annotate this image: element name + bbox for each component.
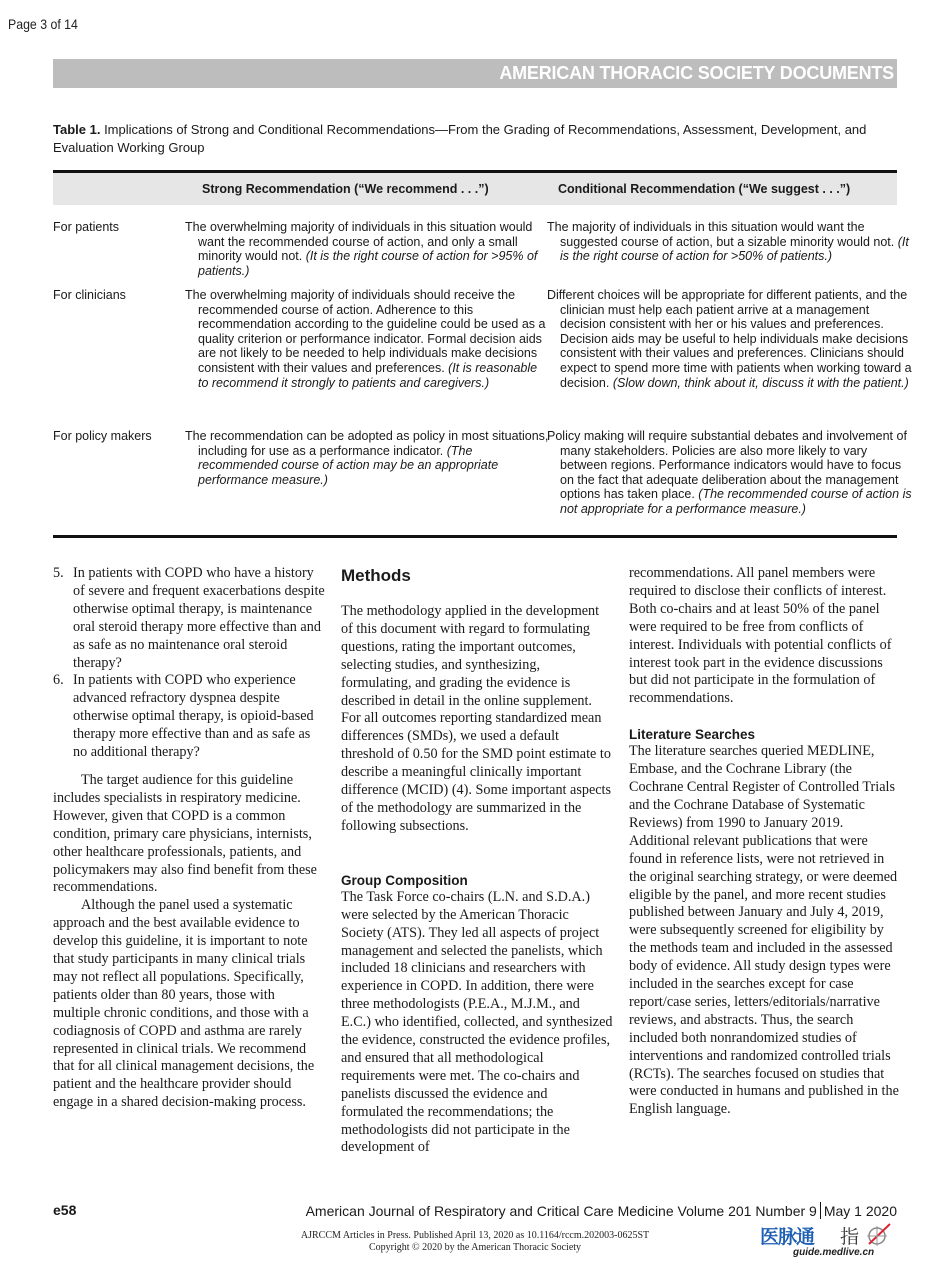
spacer (629, 708, 901, 726)
cell-italic-note: (The recommended course of action is not appropriate for a performance measure.) (560, 487, 912, 516)
table-caption (53, 121, 903, 157)
row-label-clinicians: For clinicians (53, 288, 126, 302)
table-header-conditional: Conditional Recommendation (“We suggest . . .”) (558, 182, 851, 196)
subheading-literature-searches: Literature Searches (629, 727, 756, 743)
compass-icon (863, 1222, 893, 1248)
footer-divider (820, 1202, 821, 1219)
paragraph-limitations: Although the panel used a systematic approach and the best available evidence to develop this guideline, it is important to note that study participants in many clinical trials may not reflect all populations. Specifically, patients older than 80 years, those with multiple chronic conditions, and those with a codiagnosis of COPD and asthma are rarely represented in clinical trials. We recommend that for all clinical management decisions, the patient and the healthcare provider should engage in a shared decision-making process. (53, 897, 315, 1111)
text-column-1 (53, 565, 325, 1112)
cell-italic-note: (It is reasonable to recommend it strongly to patients and caregivers.) (198, 360, 538, 390)
cell-text: Different choices will be appropriate for different patients, and the clinician must help each patient arrive at a management decision consistent with her or his values and preferences. Decision aids may be useful to help individuals make decisions consistent with their values and preferences. Clinicians should expect to spend more time with patients when working toward a decision. (547, 288, 912, 390)
cell-text: The majority of individuals in this situation would want the suggested course of action, but a sizable minority would not. (547, 220, 898, 249)
footer-journal-name: American Journal of Respiratory and Critical Care Medicine Volume 201 Number 9 (305, 1203, 817, 1219)
paragraph-methods: The methodology applied in the development of this document with regard to formulating questions, rating the important outcomes, selecting studies, and synthesizing, formulating, and grading the evidence is described in detail in the online supplement. For all outcomes reporting standardized mean differences (SMDs), we used a default threshold of 0.50 for the SMD point estimate to describe a meaningful clinically important difference (MCID) (4). Some important aspects of the methodology are summarized in the following subsections. (341, 603, 612, 834)
question-number: 6. (53, 672, 64, 689)
table-bottom-rule (53, 535, 897, 538)
footer-page-number: e58 (53, 1202, 77, 1218)
footer-press-line: AJRCCM Articles in Press. Published April 13, 2020 as 10.1164/rccm.202003-0625ST (300, 1230, 650, 1241)
logo-guide-char: 指 (840, 1226, 860, 1248)
cell-text: The overwhelming majority of individuals should receive the recommended course of action. Adherence to this recommendation according to the guideline could be used as a quality criterion or performance indicator. Formal decision aids are not likely to be needed to help individuals make decisions consistent with their values and preferences. (185, 288, 546, 375)
page-indicator: Page 3 of 14 (8, 16, 78, 32)
row-label-policy-makers: For policy makers (53, 429, 152, 443)
cell-italic-note: (The recommended course of action may be an appropriate performance measure.) (198, 443, 499, 487)
medlive-logo[interactable] (760, 1222, 900, 1262)
footer-press-note (260, 1230, 690, 1254)
question-text: In patients with COPD who have a history of severe and frequent exacerbations despite otherwise optimal therapy, is maintenance oral steroid therapy more effective than and as safe as no maintenance oral steroid therapy? (73, 565, 325, 671)
table-caption-text: Implications of Strong and Conditional Recommendations—From the Grading of Recommendations, Assessment, Development, and Evaluation Working Group (53, 122, 867, 155)
paragraph-literature-searches: The literature searches queried MEDLINE, Embase, and the Cochrane Library (the Cochrane Central Register of Controlled Trials and the Cochrane Database of Systematic Reviews) from 1990 to January 2019. Additional relevant publications that were found in reference lists, were not retrieved in the original searching strategy, or were deemed eligible by the panel, and more recent studies published between January and July 4, 2019, were subsequently screened for eligibility by the methods team and included in the assessed body of evidence. All study design types were included in the searches except for case report/case series, letters/editorials/narrative reviews, and abstracts. Thus, the search included both nonrandomized studies of interventions and randomized controlled trials (RCTs). The searches focused on studies that were conducted in humans and published in the English language. (629, 743, 899, 1118)
question-item (53, 565, 325, 672)
cell-conditional-patients (547, 220, 912, 264)
cell-conditional-clinicians (547, 288, 912, 390)
cell-strong-clinicians (185, 288, 550, 390)
table-header-strong: Strong Recommendation (“We recommend . . .”) (202, 182, 489, 196)
spacer (341, 836, 613, 872)
cell-conditional-policy (547, 429, 912, 517)
text-column-2 (341, 565, 613, 1157)
question-item (53, 672, 325, 762)
footer-copyright: Copyright © 2020 by the American Thoracic Society (368, 1242, 582, 1253)
logo-url: guide.medlive.cn (793, 1247, 875, 1258)
footer-journal-line (306, 1202, 897, 1219)
row-label-patients: For patients (53, 220, 120, 234)
table-caption-label: Table 1. (53, 122, 101, 137)
cell-text: The overwhelming majority of individuals in this situation would want the recommended course of action, and only a small minority would not. (185, 220, 533, 264)
paragraph-conflicts: recommendations. All panel members were required to disclose their conflicts of interest. Both co-chairs and at least 50% of the panel were required to be free from conflicts of interest. Individuals with potential conflicts of interest took part in the evidence discussions but did not participate in the formulation of recommendations. (629, 565, 892, 707)
logo-wordmark: 医脉通 (760, 1226, 815, 1248)
paragraph-group-composition: The Task Force co-chairs (L.N. and S.D.A.) were selected by the American Thoracic Society (ATS). They led all aspects of project management and selected the panelists, which included 18 clinicians and researchers with experience in COPD. In addition, there were three methodologists (P.E.A., M.J.M., and E.C.) who identified, collected, and synthesized the evidence, constructed the evidence profiles, and ensured that all methodological requirements were met. The co-chairs and panelists discussed the evidence and formulated the recommendations; the methodologists did not participate in the development of (341, 888, 613, 1156)
cell-strong-patients (185, 220, 550, 278)
question-text: In patients with COPD who experience advanced refractory dyspnea despite otherwise optimal therapy, is opioid-based therapy more effective than and as safe as no additional therapy? (73, 672, 314, 761)
cell-italic-note: (It is the right course of action for >50% of patients.) (560, 234, 909, 264)
question-list (53, 565, 325, 762)
cell-text: Policy making will require substantial debates and involvement of many stakeholders. Policies are also more likely to vary between regions. Performance indicators would have to focus on the fact that adequate deliberation about the management options has taken place. (547, 429, 907, 502)
table-header-row (53, 173, 897, 205)
cell-italic-note: (It is the right course of action for >95% of patients.) (198, 249, 538, 278)
section-heading-methods: Methods (341, 566, 411, 585)
cell-italic-note: (Slow down, think about it, discuss it with the patient.) (612, 375, 909, 390)
footer-date: May 1 2020 (823, 1203, 897, 1219)
question-number: 5. (53, 565, 64, 581)
paragraph-target-audience: The target audience for this guideline includes specialists in respiratory medicine. However, given that COPD is a common condition, primary care physicians, internists, other healthcare professionals, patients, and policymakers may also find benefit from these recommendations. (53, 771, 317, 896)
cell-text: The recommendation can be adopted as policy in most situations, including for use as a performance indicator. (185, 429, 549, 458)
subheading-group-composition: Group Composition (341, 872, 468, 888)
text-column-3 (629, 565, 901, 1119)
section-banner (53, 59, 897, 88)
banner-title: AMERICAN THORACIC SOCIETY DOCUMENTS (499, 63, 894, 83)
cell-strong-policy (185, 429, 550, 487)
